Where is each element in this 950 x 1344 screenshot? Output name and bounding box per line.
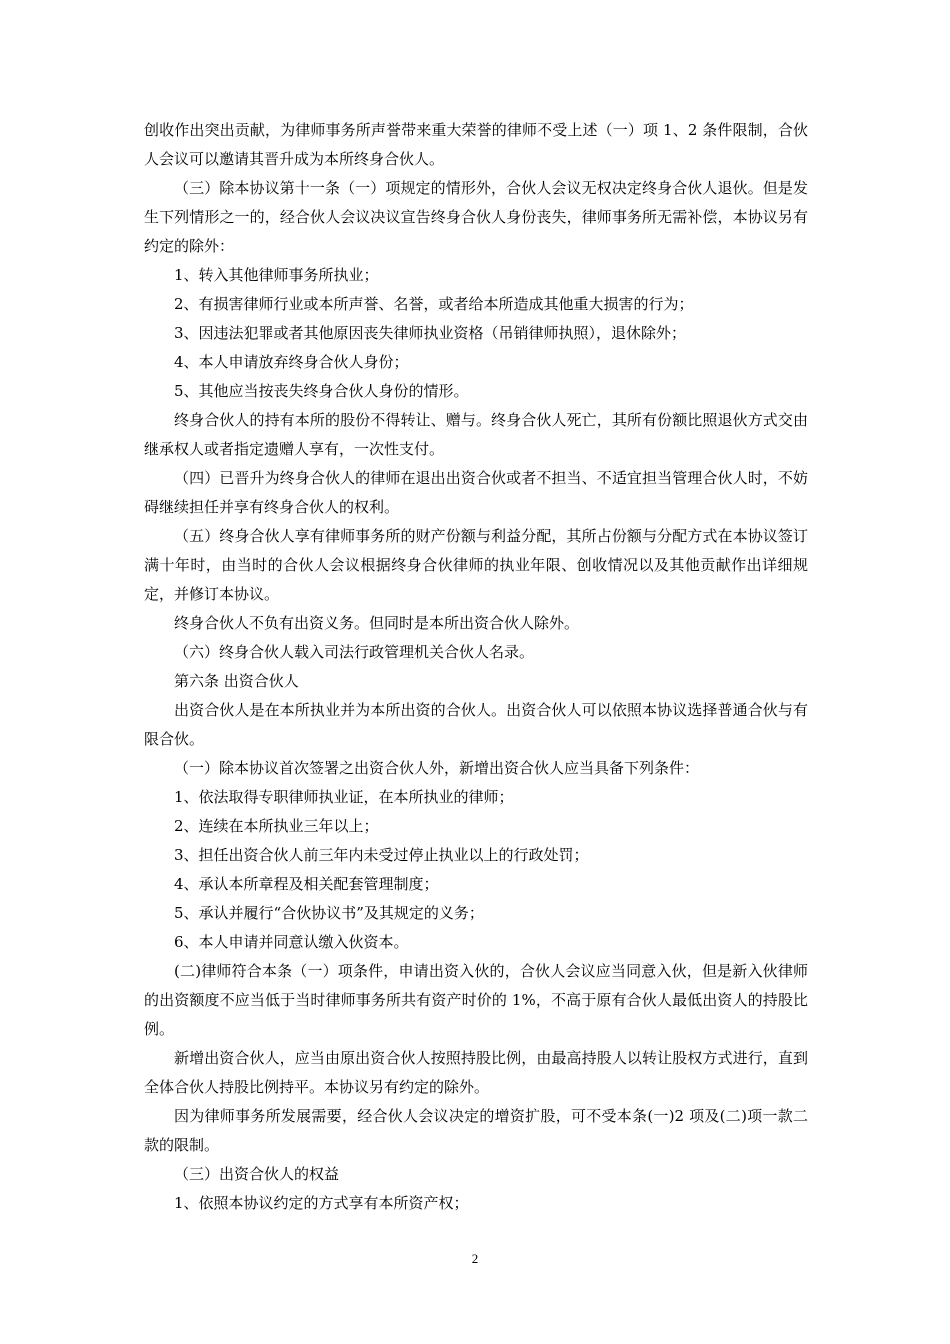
paragraph: 1、转入其他律师事务所执业；	[174, 266, 379, 284]
paragraph: （三）出资合伙人的权益	[174, 1165, 340, 1183]
paragraph: 3、担任出资合伙人前三年内未受过停止执业以上的行政处罚；	[174, 846, 589, 864]
paragraph: （六）终身合伙人载入司法行政管理机关合伙人名录。	[174, 643, 535, 661]
paragraph: (二)律师符合本条（一）项条件，申请出资入伙的，合伙人会议应当同意入伙，但是新入伙律师的出资额度不应当低于当时律师事务所共有资产时价的 1%，不高于原有合伙人最低出资人的持股比例。	[144, 962, 808, 1038]
paragraph: 6、本人申请并同意认缴入伙资本。	[174, 933, 409, 951]
paragraph: 第六条 出资合伙人	[174, 672, 299, 690]
paragraph: 创收作出突出贡献，为律师事务所声誉带来重大荣誉的律师不受上述（一）项 1、2 条件限制，合伙人会议可以邀请其晋升成为本所终身合伙人。	[144, 121, 808, 168]
paragraph: 新增出资合伙人，应当由原出资合伙人按照持股比例，由最高持股人以转让股权方式进行，直到全体合伙人持股比例持平。本协议另有约定的除外。	[144, 1049, 808, 1096]
document-body	[144, 116, 808, 1218]
paragraph: 因为律师事务所发展需要，经合伙人会议决定的增资扩股，可不受本条(一)2 项及(二)项一款二款的限制。	[144, 1107, 808, 1154]
paragraph: 4、承认本所章程及相关配套管理制度；	[174, 875, 439, 893]
paragraph: 终身合伙人的持有本所的股份不得转让、赠与。终身合伙人死亡，其所有份额比照退伙方式交由继承权人或者指定遗赠人享有，一次性支付。	[144, 411, 808, 458]
paragraph: 2、有损害律师行业或本所声誉、名誉，或者给本所造成其他重大损害的行为；	[174, 295, 694, 313]
paragraph: 5、承认并履行“合伙协议书”及其规定的义务；	[174, 904, 484, 922]
paragraph: （四）已晋升为终身合伙人的律师在退出出资合伙或者不担当、不适宜担当管理合伙人时，不妨碍继续担任并享有终身合伙人的权利。	[144, 469, 808, 516]
paragraph: 出资合伙人是在本所执业并为本所出资的合伙人。出资合伙人可以依照本协议选择普通合伙与有限合伙。	[144, 701, 808, 748]
paragraph: （三）除本协议第十一条（一）项规定的情形外，合伙人会议无权决定终身合伙人退伙。但是发生下列情形之一的，经合伙人会议决议宣告终身合伙人身份丧失，律师事务所无需补偿，本协议另有约定的除外：	[144, 179, 808, 255]
paragraph: （一）除本协议首次签署之出资合伙人外，新增出资合伙人应当具备下列条件：	[174, 759, 700, 777]
paragraph: 2、连续在本所执业三年以上；	[174, 817, 379, 835]
paragraph: 1、依法取得专职律师执业证，在本所执业的律师；	[174, 788, 514, 806]
paragraph: 1、依照本协议约定的方式享有本所资产权；	[174, 1194, 469, 1212]
paragraph: 4、本人申请放弃终身合伙人身份；	[174, 353, 409, 371]
paragraph: 3、因违法犯罪或者其他原因丧失律师执业资格（吊销律师执照），退休除外；	[174, 324, 687, 342]
paragraph: 终身合伙人不负有出资义务。但同时是本所出资合伙人除外。	[174, 614, 580, 632]
paragraph: （五）终身合伙人享有律师事务所的财产份额与利益分配，其所占份额与分配方式在本协议签订满十年时，由当时的合伙人会议根据终身合伙律师的执业年限、创收情况以及其他贡献作出详细规定，并修订本协议。	[144, 527, 808, 603]
paragraph: 5、其他应当按丧失终身合伙人身份的情形。	[174, 382, 469, 400]
page-number: 2	[471, 1251, 479, 1266]
